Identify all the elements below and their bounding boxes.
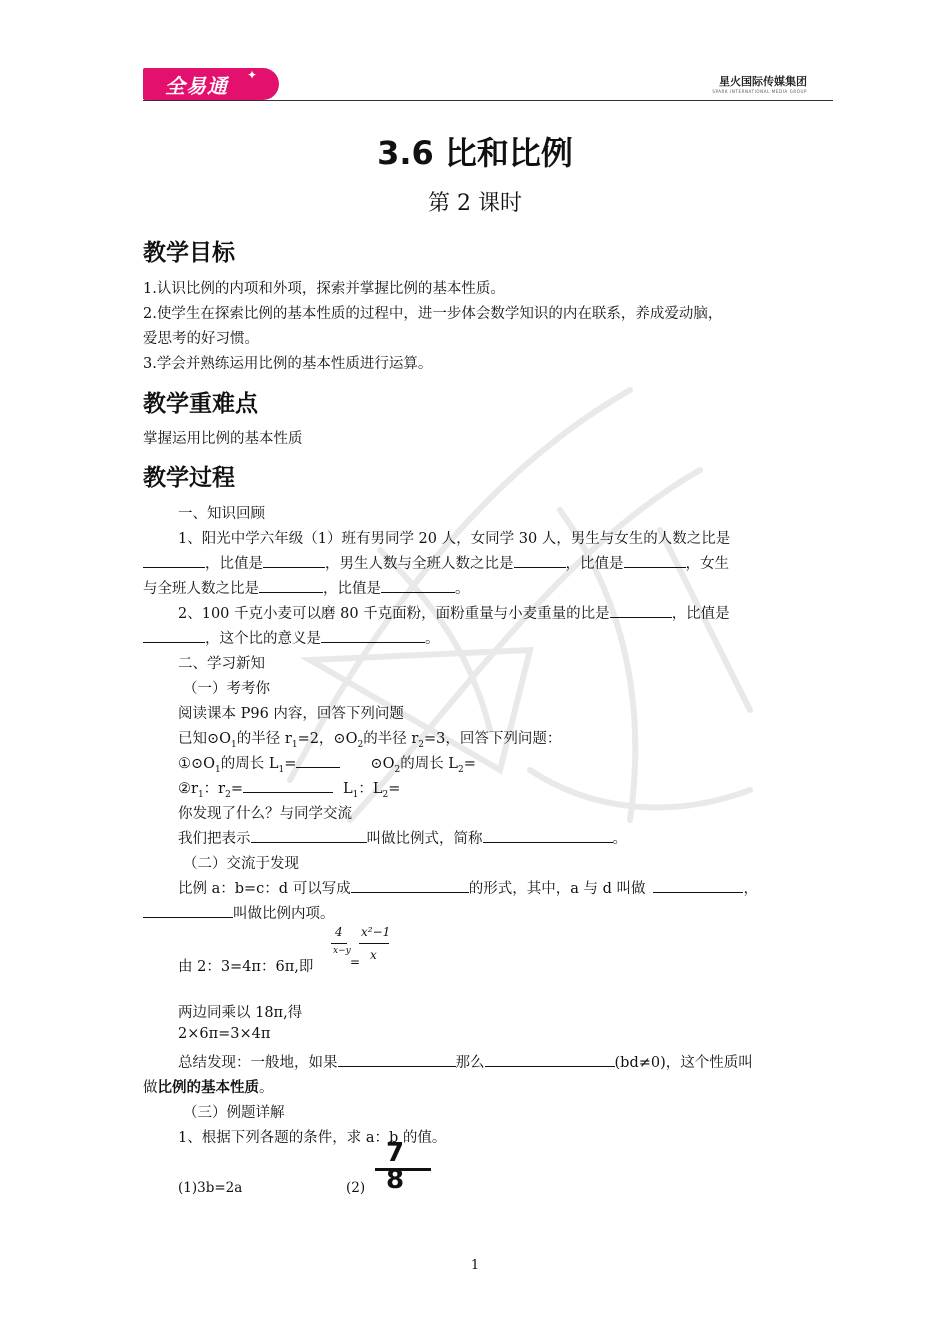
brand-logo xyxy=(143,68,279,100)
publisher-name-en: SPARK INTERNATIONAL MEDIA GROUP xyxy=(712,89,807,94)
fraction-3-denominator: 8 xyxy=(386,1165,405,1195)
part-3-heading: （三）例题详解 xyxy=(183,1105,285,1121)
question-1-line-2: ，比值是 ，男生人数与全班人数之比是 ，比值是 ，女生 xyxy=(143,552,729,573)
answer-blank[interactable] xyxy=(143,627,205,643)
part-2-heading: （二）交流于发现 xyxy=(183,856,299,872)
page-number: 1 xyxy=(470,1258,480,1273)
goals-heading: 教学目标 xyxy=(143,240,235,266)
summary-line-1: 总结发现：一般地，如果 那么 (bd≠0)，这个性质叫 xyxy=(178,1051,753,1072)
publisher-brand xyxy=(712,73,807,94)
fraction-1-bar xyxy=(331,943,347,944)
question-1-line-1: 1、阳光中学六年级（1）班有男同学 20 人，女同学 30 人，男生与女生的人数之比是 xyxy=(178,531,731,547)
header-divider xyxy=(143,100,833,101)
learn-heading: 二、学习新知 xyxy=(178,656,265,672)
fraction-1-denominator: x−y xyxy=(333,946,351,956)
answer-blank[interactable] xyxy=(143,902,233,918)
ratio-question: $②r_1$：$r_2= L_1$：$L_2=$ xyxy=(178,777,400,800)
answer-blank[interactable] xyxy=(259,577,323,593)
fraction-3-numerator: 7 xyxy=(386,1138,405,1168)
question-2-line-1: 2、100 千克小麦可以磨 80 千克面粉，面粉重量与小麦重量的比是 ，比值是 xyxy=(178,602,730,623)
proportion-line-1: 比例 a：b=c：d 可以写成 的形式，其中，a 与 d 叫做 ， xyxy=(178,877,758,898)
answer-blank[interactable] xyxy=(263,552,325,568)
fraction-1-numerator: 4 xyxy=(335,925,343,939)
star-icon: ✦ xyxy=(246,68,257,82)
page-title: 3.6 比和比例 xyxy=(377,134,573,172)
process-heading: 教学过程 xyxy=(143,465,235,491)
answer-blank[interactable] xyxy=(624,552,686,568)
equals-sign: = xyxy=(350,955,361,969)
multiply-text: 两边同乘以 18π,得 xyxy=(178,1005,303,1021)
answer-blank[interactable] xyxy=(610,602,672,618)
part-1-heading: （一）考考你 xyxy=(183,681,270,697)
goal-item: 爱思考的好习惯。 xyxy=(143,331,259,347)
summary-line-2: 做比例的基本性质。 xyxy=(143,1080,274,1096)
answer-blank[interactable] xyxy=(321,627,425,643)
example-line: 由 2：3=4π：6π,即 xyxy=(178,959,314,975)
definition-line: 我们把表示 叫做比例式，简称 。 xyxy=(178,827,627,848)
answer-blank[interactable] xyxy=(483,827,613,843)
goal-item: 3.学会并熟练运用比例的基本性质进行运算。 xyxy=(143,356,433,372)
question-2-line-2: ，这个比的意义是 。 xyxy=(143,627,440,648)
key-text: 掌握运用比例的基本性质 xyxy=(143,431,303,447)
key-heading: 教学重难点 xyxy=(143,391,258,417)
answer-blank[interactable] xyxy=(243,777,333,793)
goal-item: 2.使学生在探索比例的基本性质的过程中，进一步体会数学知识的内在联系，养成爱动脑， xyxy=(143,306,723,322)
answer-blank[interactable] xyxy=(381,577,455,593)
goal-item: 1.认识比例的内项和外项，探索并掌握比例的基本性质。 xyxy=(143,281,505,297)
problem-2-label: (2) xyxy=(346,1180,366,1196)
known-circles: 已知$⊙O_1$的半径 $r_1=2$，$⊙O_2$的半径 $r_2=3$，回答下列问题： xyxy=(178,731,562,750)
circumference-question: $①⊙O_1$的周长 $L_1=$ $⊙O_2$的周长 $L_2=$ xyxy=(178,752,476,775)
product-equation: 2×6π=3×4π xyxy=(178,1026,271,1042)
example-question: 1、根据下列各题的条件，求 a：b 的值。 xyxy=(178,1130,447,1146)
answer-blank[interactable] xyxy=(251,827,367,843)
answer-blank[interactable] xyxy=(143,552,205,568)
answer-blank[interactable] xyxy=(485,1051,615,1067)
fraction-2-numerator: x²−1 xyxy=(361,925,391,939)
reading-instruction: 阅读课本 P96 内容，回答下列问题 xyxy=(178,706,404,722)
lesson-subtitle: 第 2 课时 xyxy=(428,191,522,216)
question-1-line-3: 与全班人数之比是 ，比值是 。 xyxy=(143,577,470,598)
answer-blank[interactable] xyxy=(296,752,340,768)
answer-blank[interactable] xyxy=(351,877,469,893)
answer-blank[interactable] xyxy=(514,552,566,568)
publisher-name: 星火国际传媒集团 xyxy=(719,75,807,88)
proportion-line-2: 叫做比例内项。 xyxy=(143,902,335,923)
key-term: 比例的基本性质 xyxy=(157,1080,259,1096)
answer-blank[interactable] xyxy=(338,1051,456,1067)
problem-1: (1)3b=2a xyxy=(178,1180,243,1196)
answer-blank[interactable] xyxy=(653,877,743,893)
discover-prompt: 你发现了什么？与同学交流 xyxy=(178,806,352,822)
logo-text: 全易通 xyxy=(165,74,228,98)
fraction-2-bar xyxy=(359,943,389,944)
fraction-2-denominator: x xyxy=(370,948,377,962)
review-heading: 一、知识回顾 xyxy=(178,506,265,522)
